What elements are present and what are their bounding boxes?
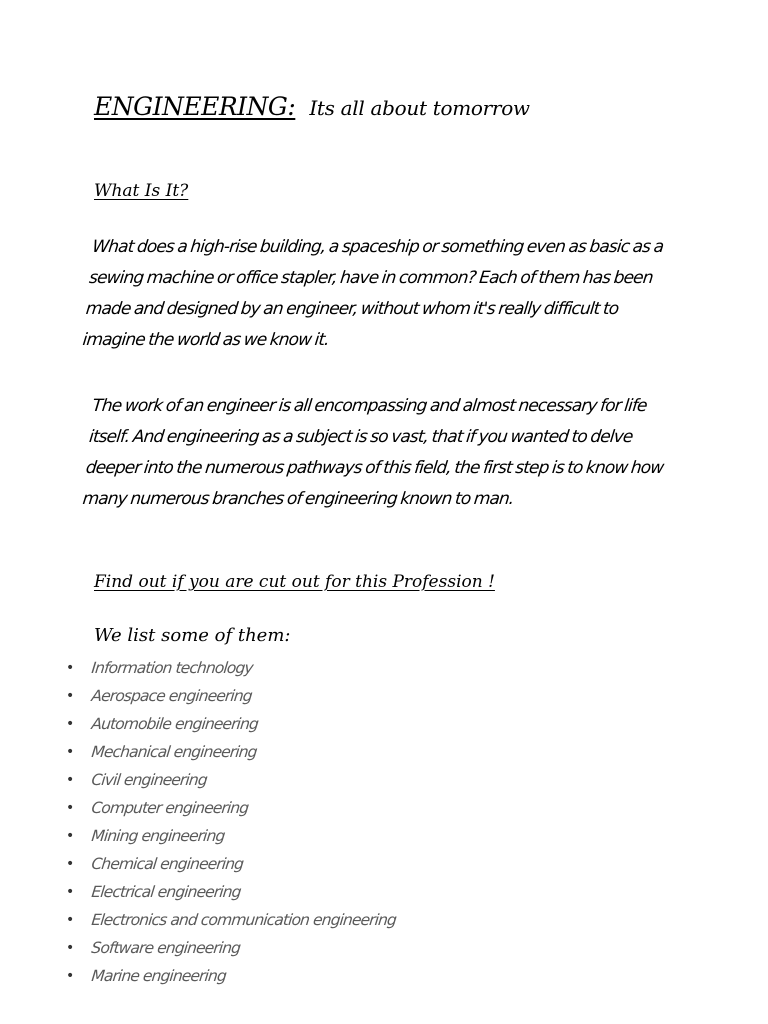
list-item — [66, 738, 397, 766]
list-item — [66, 710, 397, 738]
branch-label: Computer engineering — [90, 799, 250, 817]
branch-label: Software engineering — [90, 939, 242, 957]
bullet-icon: • — [66, 884, 75, 900]
branch-label: Chemical engineering — [90, 855, 245, 873]
list-item — [66, 766, 397, 794]
bullet-icon: • — [66, 688, 75, 704]
branch-label: Automobile engineering — [90, 715, 259, 733]
list-item — [66, 682, 397, 710]
branch-label: Information technology — [90, 659, 254, 677]
list-item — [66, 906, 397, 934]
branch-label: Aerospace engineering — [90, 687, 253, 705]
branch-label: Mining engineering — [90, 827, 226, 845]
branch-list — [66, 654, 397, 990]
intro-paragraph: What does a high-rise building, a spaceship or something even as basic as a sewing machine or office stapler, have in common? Each of them has been made and designed by an engineer, without whom it's really difficult to imagine the world as we know it. — [81, 237, 665, 350]
page-subtitle: Its all about tomorrow — [309, 96, 530, 120]
list-item — [66, 878, 397, 906]
bullet-icon: • — [66, 912, 75, 928]
list-item — [66, 794, 397, 822]
profession-callout: Find out if you are cut out for this Profession ! — [94, 572, 495, 592]
page-title: ENGINEERING: — [94, 92, 296, 121]
branch-label: Electrical engineering — [90, 883, 242, 901]
list-item — [66, 850, 397, 878]
list-intro: We list some of them: — [94, 625, 291, 646]
list-item — [66, 654, 397, 682]
bullet-icon: • — [66, 660, 75, 676]
list-item — [66, 934, 397, 962]
list-item — [66, 962, 397, 990]
bullet-icon: • — [66, 856, 75, 872]
body-paragraph: The work of an engineer is all encompassing and almost necessary for life itself. And engineering as a subject is so vast, that if you wanted to delve deeper into the numerous pathways of this field, the first step is to know how many numerous branches of engineering known to man. — [81, 396, 665, 509]
bullet-icon: • — [66, 716, 75, 732]
bullet-icon: • — [66, 940, 75, 956]
bullet-icon: • — [66, 772, 75, 788]
bullet-icon: • — [66, 828, 75, 844]
title-line — [94, 92, 530, 121]
branch-label: Mechanical engineering — [90, 743, 258, 761]
branch-label: Marine engineering — [90, 967, 227, 985]
section-heading: What Is It? — [94, 181, 189, 201]
bullet-icon: • — [66, 744, 75, 760]
bullet-icon: • — [66, 968, 75, 984]
branch-label: Civil engineering — [90, 771, 208, 789]
branch-label: Electronics and communication engineering — [90, 911, 397, 929]
bullet-icon: • — [66, 800, 75, 816]
list-item — [66, 822, 397, 850]
